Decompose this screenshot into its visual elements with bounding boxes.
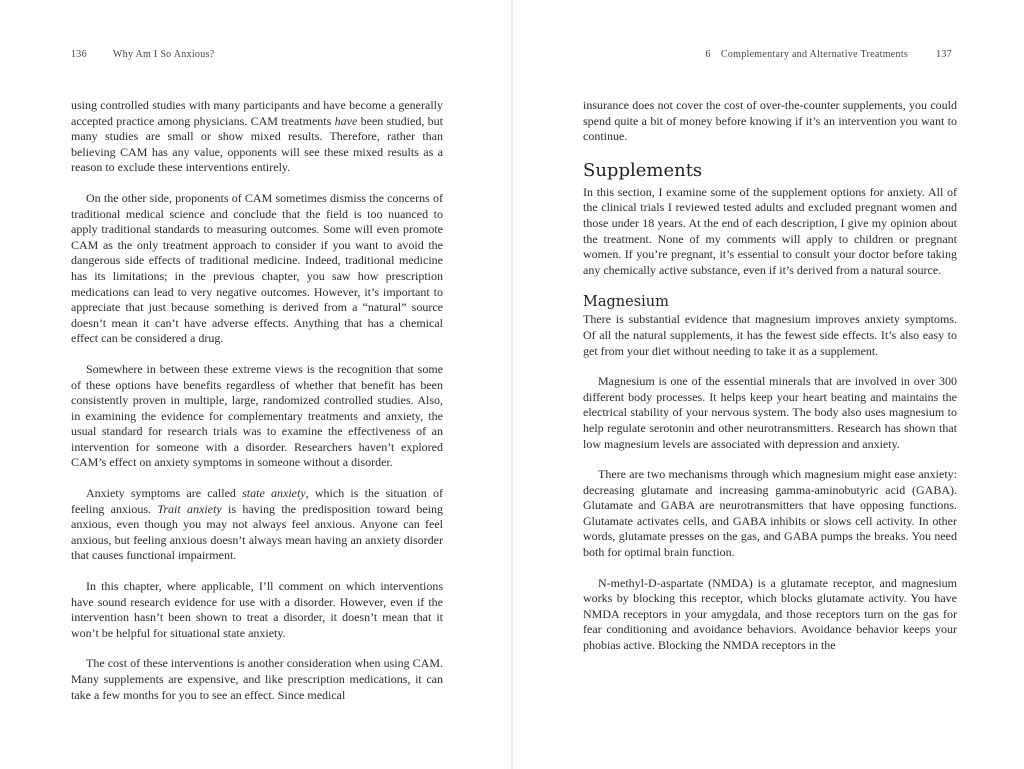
paragraph: N-methyl-D-aspartate (NMDA) is a glutamate receptor, and magnesium works by blocking this receptor, which blocks glutamate activity. You have NMDA receptors in your amygdala, and those receptors turn on the gas for fear conditioning and avoidance behaviors. Avoidance behavior keeps your phobias active. Blocking the NMDA receptors in the [583,575,957,653]
paragraph [71,98,443,176]
text-run: In this chapter, where applicable, I’ll comment on which interventions have sound research evidence for use with a disorder. However, even if the intervention hasn’t been shown to treat a disorder, it doesn’t mean that it won’t be helpful for situational state anxiety. [71,579,443,640]
text-run: , which is the situation of feeling anxious. [71,486,444,516]
text-run: Anxiety symptoms are called [86,486,243,501]
paragraph [71,656,443,703]
paragraph [71,486,443,564]
paragraph: Magnesium is one of the essential minerals that are involved in over 300 different body processes. It helps keep your heart beating and maintains the electrical stability of your nervous system. The body also uses magnesium to help regulate serotonin and other neurotransmitters. Research has shown that low magnesium levels are associated with depression and anxiety. [583,374,957,451]
book-title: Why Am I So Anxious? [112,49,215,60]
paragraph [71,191,443,347]
paragraph [71,362,443,471]
paragraph: In this section, I examine some of the supplement options for anxiety. All of the clinical trials I reviewed tested adults and excluded pregnant women and those under 18 years. At the end of each description, I give my opinion about the treatment. None of my comments will apply to children or pregnant women. If you’re pregnant, it’s essential to consult your doctor before taking any chemically active substance, even if it’s derived from a natural source. [583,184,957,277]
text-run: is having the predisposition toward being anxious, even though you may not always feel anxious. Anyone can feel anxious, but feeling anxious doesn’t always mean having an anxiety disorder that causes functional impairment. [71,501,443,563]
paragraph [71,579,443,641]
chapter-title: Complementary and Alternative Treatments [720,49,909,60]
text-run: been studied, but many studies are small or show mixed results. Therefore, rather than believing CAM has any value, opponents will see these mixed results as a reason to exclude these interventions entirely. [71,113,443,175]
text-run: Somewhere in between these extreme views is the recognition that some of these options have benefits regardless of whether that benefit has been consistently proven in multiple, large, randomized controlled studies. Also, in examining the evidence for complementary treatments and anxiety, the usual standard for research trials was to examine the effectiveness of an intervention for someone with a disorder. Researchers haven’t explored CAM’s effect on anxiety symptoms in someone without a disorder. [71,361,443,470]
paragraph: insurance does not cover the cost of over-the-counter supplements, you could spend quite a bit of money before knowing if it’s an intervention you want to continue. [583,98,957,144]
text-run: using controlled studies with many participants and have become a generally accepted practice among physicians. CAM treatments [71,98,443,128]
paragraph: There are two mechanisms through which magnesium might ease anxiety: decreasing glutamate and increasing gamma-aminobutyric acid (GABA). Glutamate and GABA are neurotransmitters that have opposing functions. Glutamate activates cells, and GABA inhibits or slows cell activity. In other words, glutamate presses on the gas, and GABA pumps the breaks. You need both for optimal brain function. [583,467,957,560]
section-heading: Supplements [583,159,703,181]
left-body-text [71,98,443,703]
left-running-head [71,49,214,60]
right-running-head [706,49,952,60]
paragraph: There is substantial evidence that magnesium improves anxiety symptoms. Of all the natural supplements, it has the fewest side effects. It’s also easy to get from your diet without needing to take it as a supplement. [583,312,957,358]
chapter-number: 6 [705,49,711,60]
italic-text: have [334,113,358,128]
right-page [512,0,1024,769]
italic-text: Trait anxiety [157,501,222,516]
right-page-number: 137 [936,49,952,60]
text-run: On the other side, proponents of CAM sometimes dismiss the concerns of traditional medical science and conclude that the field is too nuanced to apply traditional standards to measuring outcomes. Some will even promote CAM as the only treatment approach to consider if you want to avoid the dangerous side effects of traditional medicine. Indeed, traditional medicine has its limitations; in the previous chapter, you saw how prescription medications can lead to very negative outcomes. However, it’s important to appreciate that just because something is derived from a “natural” source doesn’t mean it can’t have adverse effects. Anything that has a chemical effect can be considered a drug. [71,190,443,346]
subheading: Magnesium [583,294,669,311]
left-page-number: 136 [71,49,87,60]
right-body-text [583,98,957,654]
italic-text: state anxiety [242,486,306,501]
text-run: The cost of these interventions is another consideration when using CAM. Many supplements are expensive, and like prescription medications, it can take a few months for you to see an effect. Since medical [71,656,443,702]
